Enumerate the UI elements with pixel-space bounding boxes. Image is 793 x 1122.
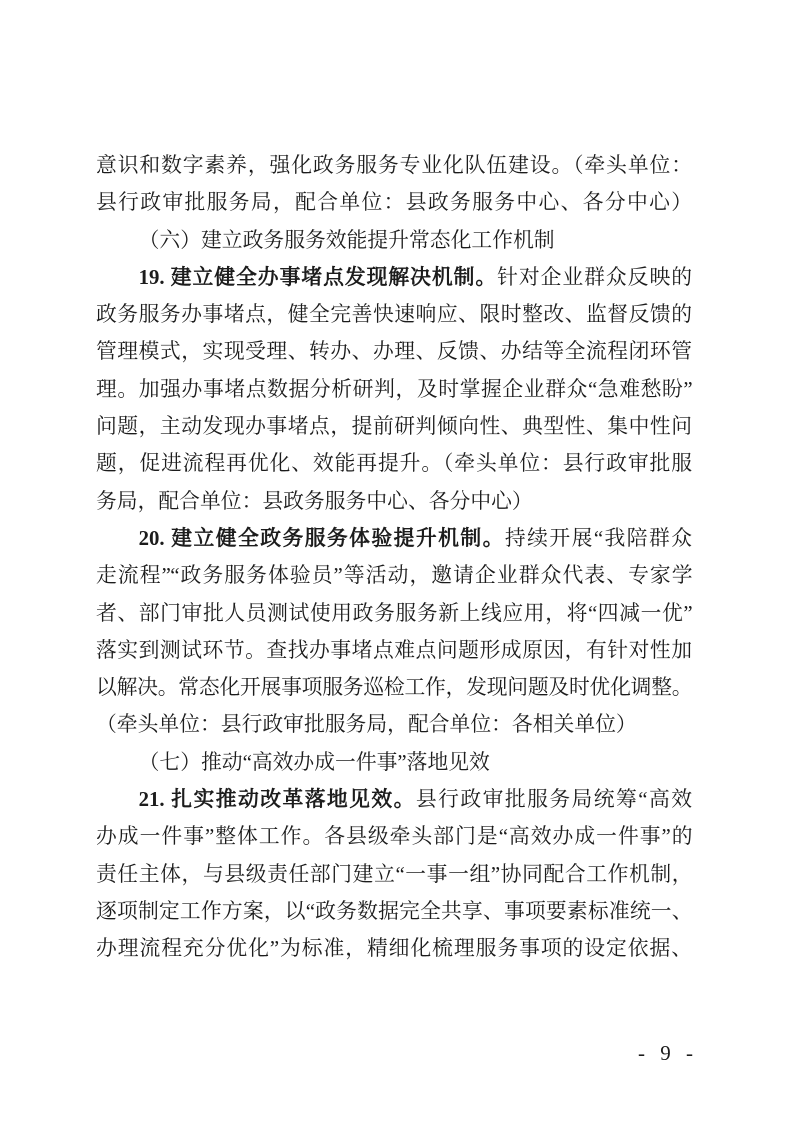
body-line: 责任主体，与县级责任部门建立“一事一组”协同配合工作机制， <box>96 862 692 886</box>
body-line: 政务服务办事堵点，健全完善快速响应、限时整改、监督反馈的 <box>96 303 692 327</box>
body-line: 逐项制定工作方案，以“政务数据完全共享、事项要素标准统一、 <box>96 899 692 923</box>
clause-19-title: 19. 建立健全办事堵点发现解决机制。 <box>138 265 498 289</box>
body-line: 者、部门审批人员测试使用政务服务新上线应用，将“四减一优” <box>96 601 692 625</box>
body-line: 落实到测试环节。查找办事堵点难点问题形成原因，有针对性加 <box>96 638 692 662</box>
body-line: 理。加强办事堵点数据分析研判，及时掌握企业群众“急难愁盼” <box>96 377 692 401</box>
clause-21-title: 21. 扎实推动改革落地见效。 <box>138 788 416 812</box>
section-heading-6: （六）建立政务服务效能提升常态化工作机制 <box>138 228 555 252</box>
body-line: 问题，主动发现办事堵点，提前研判倾向性、典型性、集中性问 <box>96 415 692 439</box>
body-line: 以解决。常态化开展事项服务巡检工作，发现问题及时优化调整。 <box>96 676 692 700</box>
body-line: 办理流程充分优化”为标准，精细化梳理服务事项的设定依据、 <box>96 937 692 961</box>
body-line: 题，促进流程再优化、效能再提升。（牵头单位：县行政审批服 <box>96 452 692 476</box>
body-line: 走流程”“政务服务体验员”等活动，邀请企业群众代表、专家学 <box>96 564 692 588</box>
clause-19-body-start: 针对企业群众反映的 <box>497 265 692 289</box>
clause-20-title: 20. 建立健全政务服务体验提升机制。 <box>138 526 505 550</box>
section-heading-7: （七）推动“高效办成一件事”落地见效 <box>138 750 490 774</box>
body-line: 意识和数字素养，强化政务服务专业化队伍建设。（牵头单位： <box>96 154 692 177</box>
body-line: （牵头单位：县行政审批服务局，配合单位：各相关单位） <box>96 713 637 737</box>
clause-20-line <box>96 520 692 557</box>
page-number: - 9 - <box>638 1041 695 1065</box>
body-line: 务局，配合单位：县政务服务中心、各分中心） <box>96 489 533 513</box>
body-line: 管理模式，实现受理、转办、办理、反馈、办结等全流程闭环管 <box>96 340 692 364</box>
body-line: 县行政审批服务局，配合单位：县政务服务中心、各分中心） <box>96 191 692 215</box>
clause-20-body-start: 持续开展“我陪群众 <box>504 526 693 550</box>
clause-21-line <box>96 781 692 818</box>
body-line: 办成一件事”整体工作。各县级牵头部门是“高效办成一件事”的 <box>96 825 692 849</box>
document-text-block <box>96 147 692 968</box>
clause-19-line <box>96 259 692 296</box>
clause-21-body-start: 县行政审批服务局统筹“高效 <box>415 788 692 812</box>
